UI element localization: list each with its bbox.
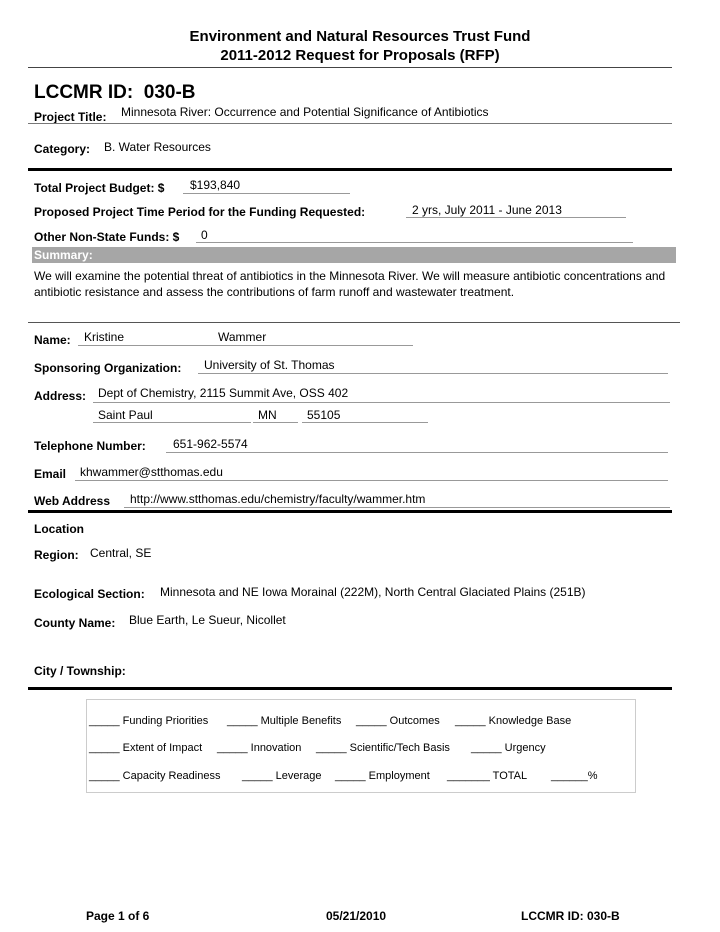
email-value: khwammer@stthomas.edu <box>80 465 223 479</box>
name-underline <box>78 345 413 346</box>
location-heading: Location <box>34 522 84 536</box>
web-address-underline <box>124 507 670 508</box>
county-label: County Name: <box>34 616 116 630</box>
footer-page-number: Page 1 of 6 <box>86 909 150 923</box>
last-name-value: Wammer <box>218 330 267 344</box>
zip-underline <box>302 422 428 423</box>
other-funds-underline <box>196 242 633 243</box>
total-budget-label: Total Project Budget: $ <box>34 181 165 195</box>
city-underline <box>93 422 251 423</box>
category-value: B. Water Resources <box>104 140 211 154</box>
address-line1-underline <box>93 402 670 403</box>
criteria-knowledge-base: _____ Knowledge Base <box>455 715 572 727</box>
other-funds-value: 0 <box>201 228 208 242</box>
category-label: Category: <box>34 142 91 156</box>
telephone-value: 651-962-5574 <box>173 437 248 451</box>
zip-value: 55105 <box>307 408 341 422</box>
region-label: Region: <box>34 548 79 562</box>
lccmr-id-value: 030-B <box>143 82 196 103</box>
criteria-multiple-benefits: _____ Multiple Benefits <box>227 715 342 727</box>
city-value: Saint Paul <box>98 408 153 422</box>
criteria-funding-priorities: _____ Funding Priorities <box>89 715 209 727</box>
total-budget-underline <box>183 193 350 194</box>
time-period-value: 2 yrs, July 2011 - June 2013 <box>412 203 562 217</box>
summary-header: Summary: <box>32 247 676 263</box>
divider-thick-3 <box>28 687 672 690</box>
sponsoring-org-label: Sponsoring Organization: <box>34 361 182 375</box>
web-address-value: http://www.stthomas.edu/chemistry/faculty/wammer.htm <box>130 492 426 506</box>
address-label: Address: <box>34 389 87 403</box>
address-line1-value: Dept of Chemistry, 2115 Summit Ave, OSS 402 <box>98 386 349 400</box>
criteria-outcomes: _____ Outcomes <box>356 715 440 727</box>
divider-thick-1 <box>28 168 672 171</box>
project-title-value: Minnesota River: Occurrence and Potential Significance of Antibiotics <box>121 105 489 119</box>
criteria-leverage: _____ Leverage <box>242 770 322 782</box>
email-label: Email <box>34 467 67 481</box>
ecological-section-label: Ecological Section: <box>34 587 145 601</box>
header-subtitle: 2011-2012 Request for Proposals (RFP) <box>220 47 500 64</box>
criteria-urgency: _____ Urgency <box>471 742 546 754</box>
header-title: Environment and Natural Resources Trust Fund <box>189 28 531 45</box>
time-period-underline <box>406 217 626 218</box>
county-value: Blue Earth, Le Sueur, Nicollet <box>129 613 286 627</box>
lccmr-id-label: LCCMR ID: <box>34 82 134 103</box>
lccmr-id-heading <box>34 82 196 104</box>
first-name-value: Kristine <box>84 330 125 344</box>
telephone-underline <box>166 452 668 453</box>
divider-thick-2 <box>28 510 672 513</box>
criteria-percent: ______% <box>551 770 598 782</box>
telephone-label: Telephone Number: <box>34 439 146 453</box>
state-value: MN <box>258 408 277 422</box>
evaluation-criteria-box <box>86 699 636 793</box>
time-period-label: Proposed Project Time Period for the Funding Requested: <box>34 205 366 219</box>
divider-2 <box>28 322 680 323</box>
summary-text: We will examine the potential threat of antibiotics in the Minnesota River. We will measure antibiotic concentrations and antibiotic resistance and assess the contributions of farm runoff and wastewater treatment. <box>34 269 666 299</box>
region-value: Central, SE <box>90 546 152 560</box>
criteria-extent-of-impact: _____ Extent of Impact <box>89 742 203 754</box>
criteria-capacity-readiness: _____ Capacity Readiness <box>89 770 221 782</box>
footer-lccmr-id: LCCMR ID: 030-B <box>521 909 620 923</box>
divider-1 <box>28 123 672 124</box>
state-underline <box>253 422 298 423</box>
sponsoring-org-underline <box>198 373 668 374</box>
other-funds-label: Other Non-State Funds: $ <box>34 230 180 244</box>
sponsoring-org-value: University of St. Thomas <box>204 358 335 372</box>
footer-date: 05/21/2010 <box>326 909 387 923</box>
criteria-total: _______ TOTAL <box>447 770 528 782</box>
header-divider <box>28 67 672 68</box>
criteria-employment: _____ Employment <box>335 770 430 782</box>
name-label: Name: <box>34 333 71 347</box>
ecological-section-value: Minnesota and NE Iowa Morainal (222M), North Central Glaciated Plains (251B) <box>160 585 586 599</box>
project-title-label: Project Title: <box>34 110 107 124</box>
total-budget-value: $193,840 <box>190 178 241 192</box>
city-township-label: City / Township: <box>34 664 126 678</box>
criteria-scientific-tech-basis: _____ Scientific/Tech Basis <box>316 742 450 754</box>
web-address-label: Web Address <box>34 494 111 508</box>
email-underline <box>75 480 668 481</box>
criteria-innovation: _____ Innovation <box>217 742 302 754</box>
